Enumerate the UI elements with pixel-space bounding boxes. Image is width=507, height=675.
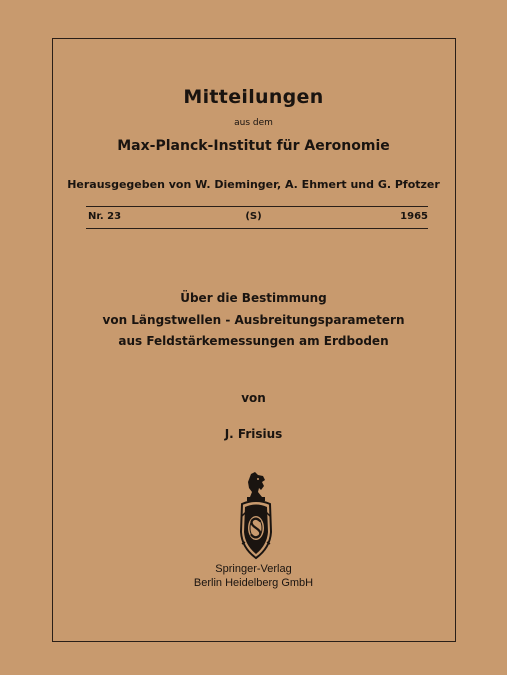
by-word: von [241,391,266,405]
title-line-2: von Längstwellen - Ausbreitungsparametern [102,313,405,327]
series-title: Mitteilungen [183,86,324,108]
section-code: (S) [245,211,262,222]
author-name: J. Frisius [224,427,283,441]
editors-line: Herausgegeben von W. Dieminger, A. Ehmert und G. Pfotzer [67,178,440,191]
publication-year: 1965 [400,211,428,222]
springer-knight-logo-icon [234,470,278,562]
title-line-3: aus Feldstärkemessungen am Erdboden [118,334,389,348]
publisher-name: Springer-Verlag [215,563,292,575]
issue-number: Nr. 23 [88,211,122,222]
series-subtitle: aus dem [234,118,273,128]
institute-name: Max-Planck-Institut für Aeronomie [117,138,390,154]
divider-top [86,206,428,207]
publisher-location: Berlin Heidelberg GmbH [193,577,314,589]
divider-bottom [86,228,428,229]
title-line-1: Über die Bestimmung [180,291,327,305]
